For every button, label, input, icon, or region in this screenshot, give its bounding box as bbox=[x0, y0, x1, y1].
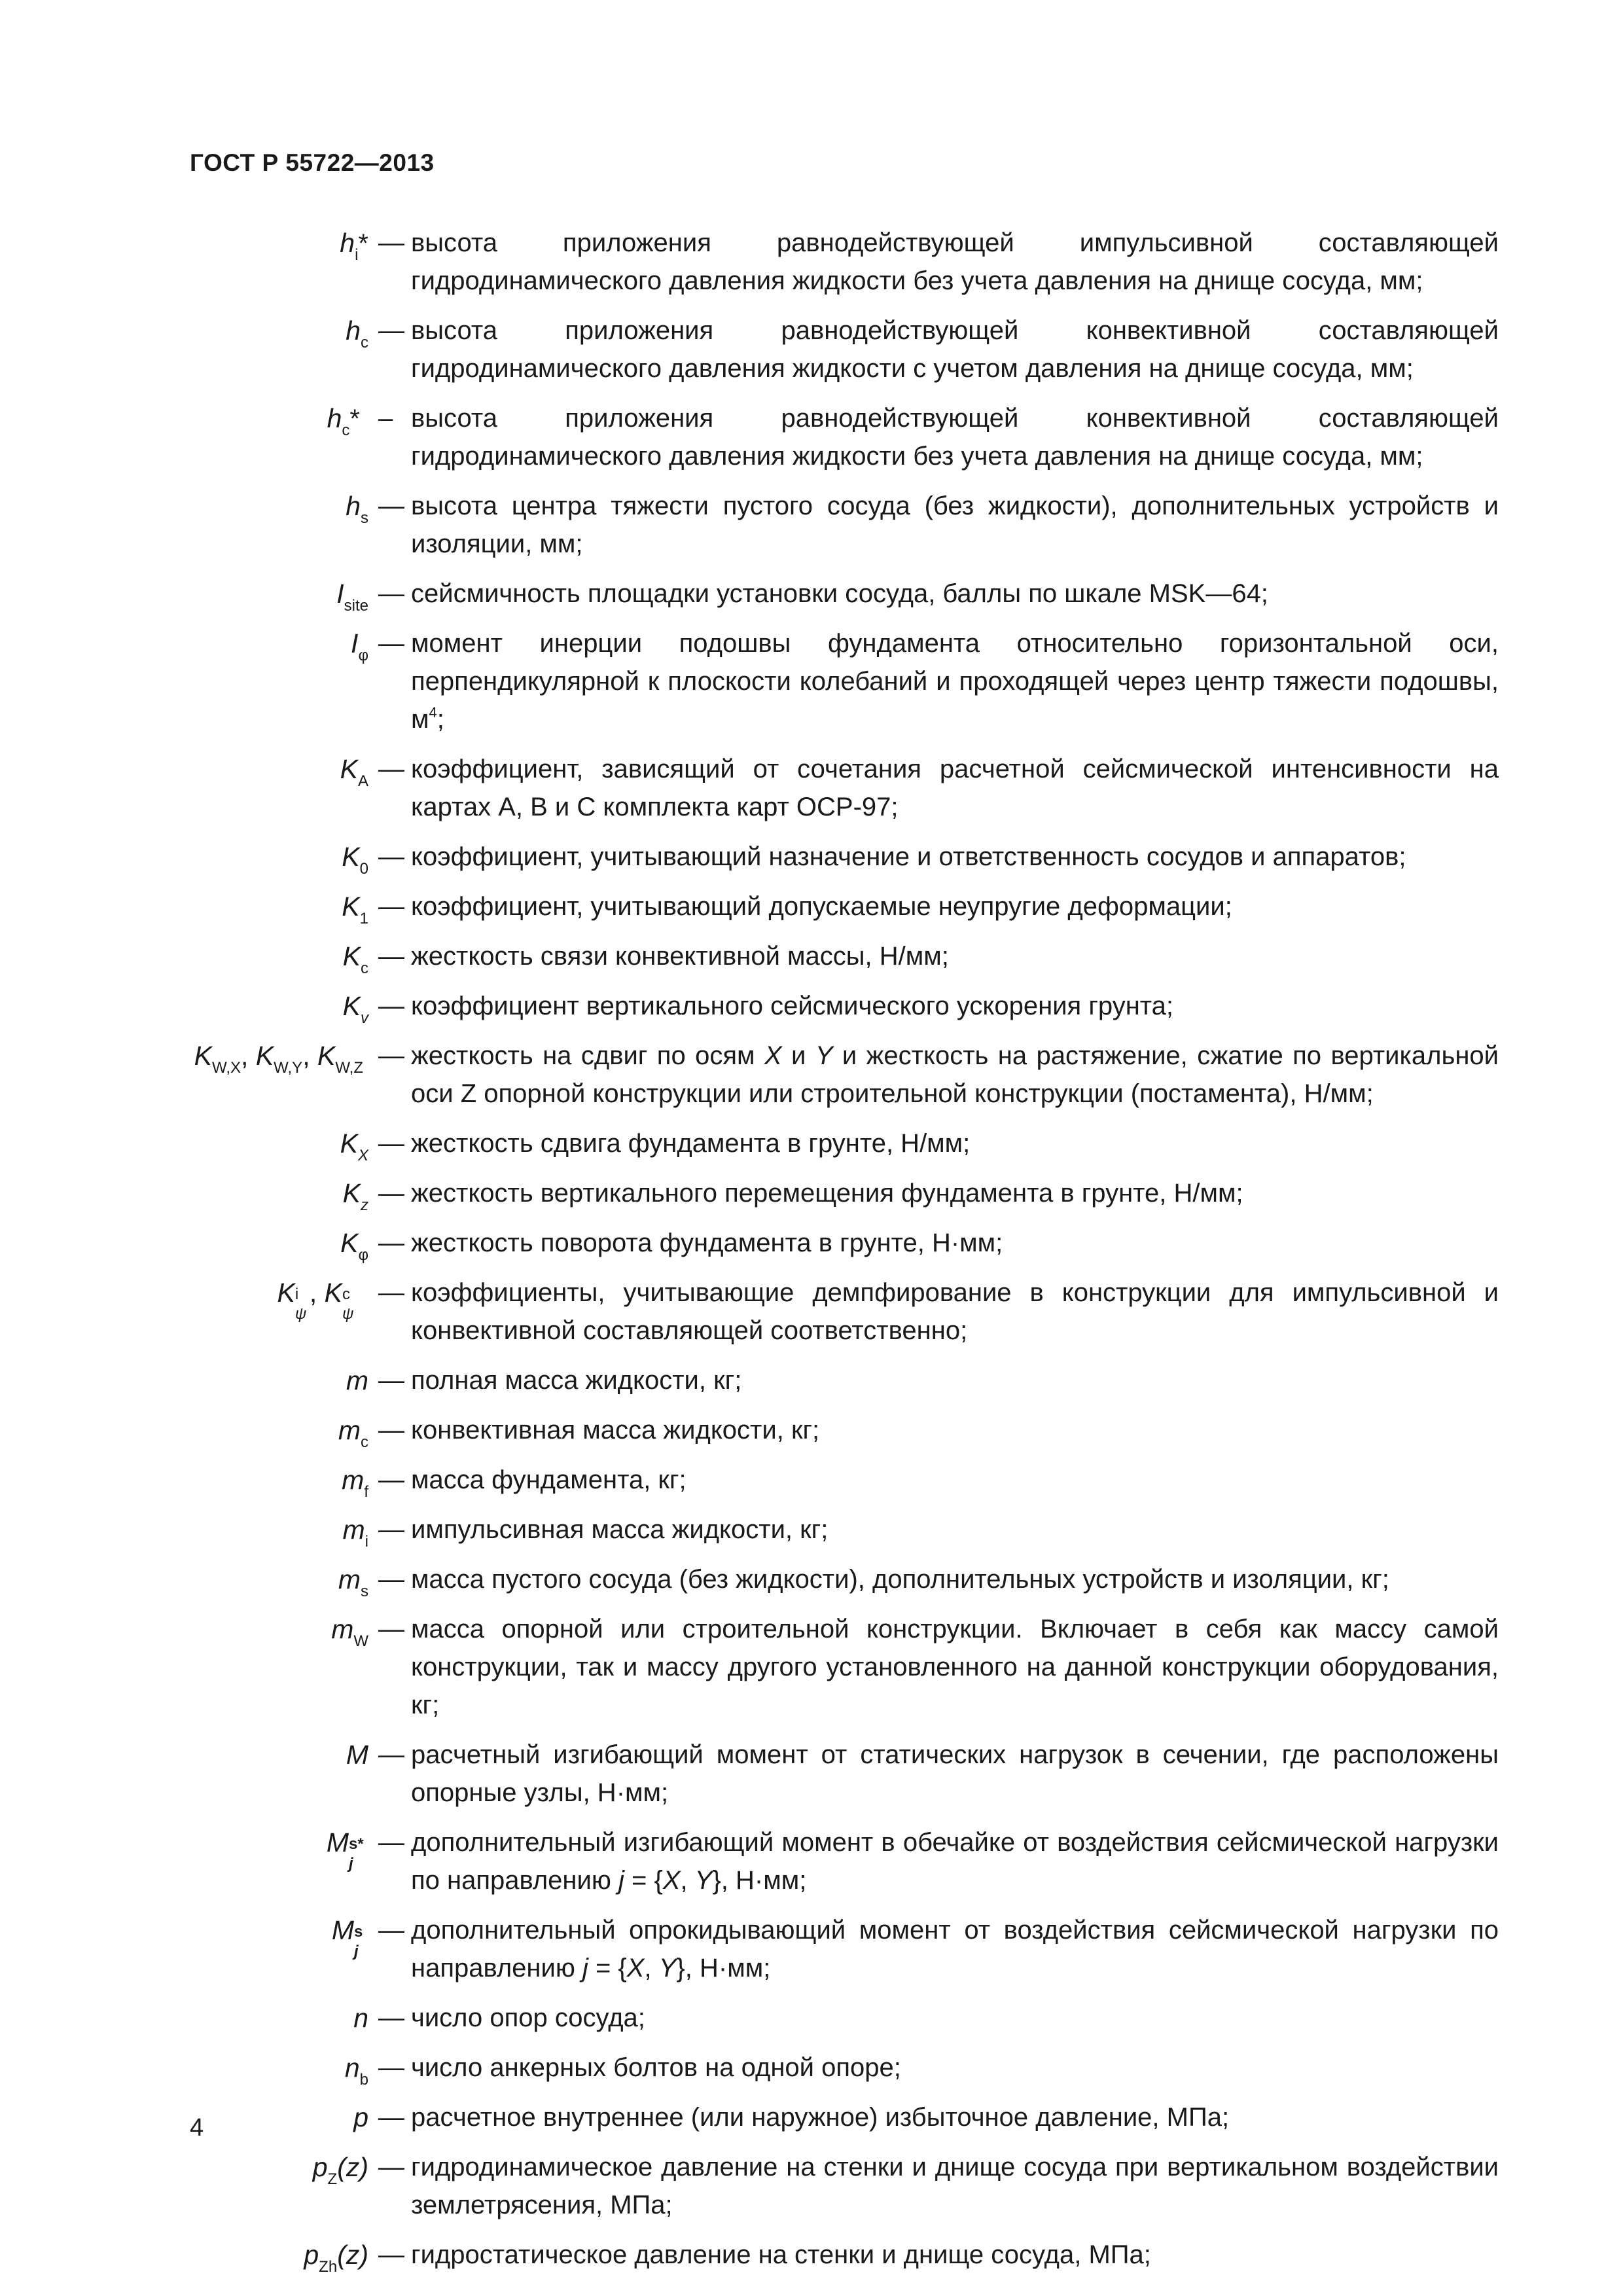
definition: жесткость сдвига фундамента в грунте, Н/мм; bbox=[411, 1129, 971, 1158]
list-item bbox=[0, 2236, 1623, 2274]
list-item bbox=[0, 987, 1623, 1025]
dash: — bbox=[378, 2053, 404, 2082]
definition: жесткость на сдвиг по осям X и Y и жесткость на растяжение, сжатие по вертикальной оси Z опорной конструкции или строительной конструкции (постамента), Н/мм; bbox=[411, 1041, 1499, 1108]
definition: импульсивная масса жидкости, кг; bbox=[411, 1515, 829, 1544]
symbol: M bbox=[346, 1740, 368, 1770]
dash: — bbox=[378, 1615, 404, 1643]
definition: расчетный изгибающий момент от статических нагрузок в сечении, где расположены опорные узлы, Н·мм; bbox=[411, 1740, 1499, 1807]
symbol: $m_c$ bbox=[338, 1415, 368, 1451]
symbol: $h_s$ bbox=[346, 491, 368, 527]
list-item bbox=[0, 224, 1623, 300]
symbol: $K_X$ bbox=[340, 1128, 368, 1164]
list-item bbox=[0, 1224, 1623, 1262]
definition: масса фундамента, кг; bbox=[411, 1465, 687, 1494]
symbol-list bbox=[0, 224, 1623, 2286]
definition: момент инерции подошвы фундамента относительно горизонтальной оси, перпендикулярной к плоскости колебаний и проходящей через центр тяжести подошвы, $м^4$; bbox=[411, 629, 1499, 734]
dash: — bbox=[378, 492, 404, 520]
list-item bbox=[0, 1999, 1623, 2037]
symbol: $K_{W,X}$, $K_{W,Y}$, $K_{W,Z}$ bbox=[194, 1041, 363, 1077]
definition: высота приложения равнодействующей конвективной составляющей гидродинамического давления жидкости с учетом давления на днище сосуда, мм; bbox=[411, 316, 1499, 383]
document-header: ГОСТ Р 55722—2013 bbox=[190, 149, 435, 176]
definition: масса пустого сосуда (без жидкости), дополнительных устройств и изоляции, кг; bbox=[411, 1565, 1389, 1594]
definition: жесткость связи конвективной массы, Н/мм; bbox=[411, 942, 949, 971]
definition: дополнительный опрокидывающий момент от воздействия сейсмической нагрузки по направлению j = {X, Y}, Н·мм; bbox=[411, 1916, 1499, 1982]
dash: — bbox=[378, 1179, 404, 1208]
list-item bbox=[0, 2148, 1623, 2224]
list-item bbox=[0, 624, 1623, 738]
dash: — bbox=[378, 2003, 404, 2032]
list-item bbox=[0, 1823, 1623, 1899]
definition: расчетное внутреннее (или наружное) избыточное давление, МПа; bbox=[411, 2103, 1230, 2132]
list-item bbox=[0, 575, 1623, 613]
list-item bbox=[0, 1124, 1623, 1162]
symbol: $m_s$ bbox=[338, 1564, 368, 1600]
dash: — bbox=[378, 942, 404, 971]
list-item bbox=[0, 2098, 1623, 2136]
definition: коэффициенты, учитывающие демпфирование в конструкции для импульсивной и конвективной составляющей соответственно; bbox=[411, 1278, 1499, 1345]
dash: – bbox=[378, 404, 393, 433]
dash: — bbox=[378, 629, 404, 658]
symbol: $m_i$ bbox=[342, 1515, 368, 1551]
symbol: M s* j bbox=[326, 1827, 364, 1873]
symbol: $K_1$ bbox=[342, 891, 368, 927]
symbol: $m_W$ bbox=[331, 1614, 368, 1650]
dash: — bbox=[378, 755, 404, 783]
list-item bbox=[0, 312, 1623, 387]
list-item bbox=[0, 750, 1623, 826]
definition: коэффициент, зависящий от сочетания расчетной сейсмической интенсивности на картах A, B и C комплекта карт ОСР-97; bbox=[411, 755, 1499, 821]
dash: — bbox=[378, 1229, 404, 1257]
symbol: $I_{site}$ bbox=[336, 579, 368, 615]
symbol: $K_0$ bbox=[342, 842, 368, 878]
dash: — bbox=[378, 2240, 404, 2269]
symbol: $K_\varphi$ bbox=[340, 1228, 368, 1264]
symbol: M s j bbox=[331, 1915, 363, 1960]
definition: жесткость поворота фундамента в грунте, Н·мм; bbox=[411, 1229, 1003, 1257]
dash: — bbox=[378, 2103, 404, 2132]
list-item bbox=[0, 888, 1623, 925]
dash: — bbox=[378, 1041, 404, 1070]
list-item bbox=[0, 487, 1623, 563]
definition: полная масса жидкости, кг; bbox=[411, 1366, 742, 1395]
symbol: $p_{Zh}(z)$ bbox=[304, 2240, 368, 2276]
symbol: p bbox=[353, 2102, 368, 2132]
dash: — bbox=[378, 1740, 404, 1769]
list-item bbox=[0, 1037, 1623, 1113]
symbol: $n_b$ bbox=[344, 2053, 368, 2089]
dash: — bbox=[378, 1515, 404, 1544]
page-number: 4 bbox=[190, 2114, 204, 2142]
definition: масса опорной или строительной конструкции. Включает в себя как массу самой конструкции, так и массу другого установленного на данной конструкции оборудования, кг; bbox=[411, 1615, 1499, 1719]
list-item bbox=[0, 1911, 1623, 1987]
dash: — bbox=[378, 2153, 404, 2181]
definition: коэффициент вертикального сейсмического ускорения грунта; bbox=[411, 992, 1174, 1020]
definition: коэффициент, учитывающий допускаемые неупругие деформации; bbox=[411, 892, 1232, 921]
list-item bbox=[0, 399, 1623, 475]
symbol: $I_\varphi$ bbox=[351, 628, 368, 664]
list-item bbox=[0, 1461, 1623, 1499]
dash: — bbox=[378, 1916, 404, 1945]
definition: конвективная масса жидкости, кг; bbox=[411, 1416, 820, 1444]
dash: — bbox=[378, 892, 404, 921]
list-item bbox=[0, 1511, 1623, 1549]
dash: — bbox=[378, 1416, 404, 1444]
symbol: $K_c$ bbox=[342, 941, 368, 977]
list-item bbox=[0, 1411, 1623, 1449]
dash: — bbox=[378, 1129, 404, 1158]
dash: — bbox=[378, 1465, 404, 1494]
list-item bbox=[0, 1560, 1623, 1598]
definition: сейсмичность площадки установки сосуда, баллы по шкале MSK—64; bbox=[411, 579, 1268, 608]
definition: высота центра тяжести пустого сосуда (без жидкости), дополнительных устройств и изоляции, мм; bbox=[411, 492, 1499, 558]
definition: жесткость вертикального перемещения фундамента в грунте, Н/мм; bbox=[411, 1179, 1243, 1208]
symbol: $h_c*$ bbox=[327, 403, 360, 439]
symbol: $h_i*$ bbox=[340, 228, 368, 264]
dash: — bbox=[378, 1828, 404, 1857]
symbol: $K_z$ bbox=[342, 1178, 368, 1214]
dash: — bbox=[378, 316, 404, 345]
definition: коэффициент, учитывающий назначение и ответственность сосудов и аппаратов; bbox=[411, 842, 1406, 871]
list-item bbox=[0, 2049, 1623, 2087]
definition: высота приложения равнодействующей конвективной составляющей гидродинамического давления жидкости без учета давления на днище сосуда, мм; bbox=[411, 404, 1499, 471]
symbol: $K_A$ bbox=[340, 754, 368, 790]
list-item bbox=[0, 1610, 1623, 1724]
definition: высота приложения равнодействующей импульсивной составляющей гидродинамического давления жидкости без учета давления на днище сосуда, мм; bbox=[411, 228, 1499, 295]
dash: — bbox=[378, 1278, 404, 1307]
dash: — bbox=[378, 1366, 404, 1395]
definition: гидродинамическое давление на стенки и днище сосуда при вертикальном воздействии землетрясения, МПа; bbox=[411, 2153, 1499, 2219]
list-item bbox=[0, 1174, 1623, 1212]
symbol: $p_Z(z)$ bbox=[312, 2152, 368, 2188]
list-item bbox=[0, 937, 1623, 975]
definition: дополнительный изгибающий момент в обечайке от воздействия сейсмической нагрузки по направлению j = {X, Y}, Н·мм; bbox=[411, 1828, 1499, 1895]
dash: — bbox=[378, 228, 404, 257]
definition: число опор сосуда; bbox=[411, 2003, 645, 2032]
symbol: K i ψ , K c ψ bbox=[277, 1278, 354, 1323]
definition: гидростатическое давление на стенки и днище сосуда, МПа; bbox=[411, 2240, 1151, 2269]
dash: — bbox=[378, 579, 404, 608]
dash: — bbox=[378, 1565, 404, 1594]
list-item bbox=[0, 1274, 1623, 1350]
list-item bbox=[0, 1361, 1623, 1399]
list-item bbox=[0, 1736, 1623, 1812]
dash: — bbox=[378, 992, 404, 1020]
definition: число анкерных болтов на одной опоре; bbox=[411, 2053, 901, 2082]
symbol: $K_v$ bbox=[342, 991, 368, 1027]
list-item bbox=[0, 838, 1623, 876]
symbol: $h_c$ bbox=[346, 315, 368, 351]
symbol: n bbox=[353, 2003, 368, 2033]
dash: — bbox=[378, 842, 404, 871]
symbol: $m_f$ bbox=[342, 1465, 368, 1501]
symbol: m bbox=[346, 1365, 368, 1395]
